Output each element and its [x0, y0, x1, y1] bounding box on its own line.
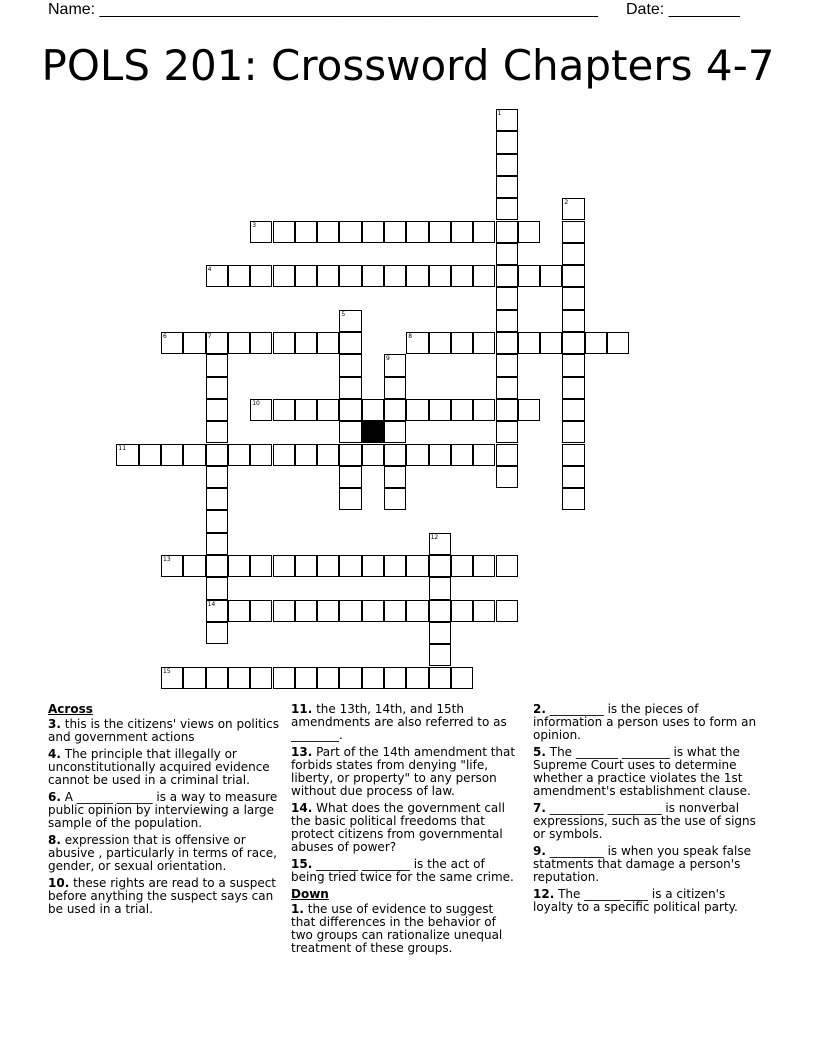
crossword-cell[interactable]: [607, 332, 629, 354]
crossword-cell[interactable]: [183, 444, 205, 466]
crossword-cell[interactable]: [339, 354, 361, 376]
crossword-cell[interactable]: [562, 466, 584, 488]
crossword-cell[interactable]: [384, 466, 406, 488]
crossword-cell[interactable]: [228, 555, 250, 577]
crossword-cell[interactable]: [273, 332, 295, 354]
crossword-cell[interactable]: [317, 600, 339, 622]
crossword-cell[interactable]: [295, 600, 317, 622]
clue-text: this is the citizens' views on politics and government actions: [48, 717, 279, 744]
crossword-cell[interactable]: [451, 399, 473, 421]
clue-number: 3.: [48, 717, 61, 731]
crossword-cell[interactable]: [362, 555, 384, 577]
crossword-cell[interactable]: [273, 399, 295, 421]
crossword-cell[interactable]: [451, 555, 473, 577]
crossword-cell[interactable]: [183, 667, 205, 689]
crossword-cell[interactable]: [206, 421, 228, 443]
crossword-cell[interactable]: [562, 332, 584, 354]
crossword-cell[interactable]: [339, 488, 361, 510]
crossword-cell[interactable]: [206, 466, 228, 488]
crossword-cell[interactable]: [317, 667, 339, 689]
crossword-cell[interactable]: [406, 221, 428, 243]
crossword-cell[interactable]: [183, 332, 205, 354]
crossword-cell[interactable]: [362, 221, 384, 243]
crossword-cell[interactable]: [562, 221, 584, 243]
crossword-cell[interactable]: [339, 310, 361, 332]
crossword-cell[interactable]: [384, 399, 406, 421]
crossword-cell[interactable]: [540, 265, 562, 287]
crossword-cell[interactable]: [384, 667, 406, 689]
crossword-cell[interactable]: [317, 265, 339, 287]
clue-across-10: [48, 877, 284, 916]
crossword-cell[interactable]: [362, 444, 384, 466]
clue-number: 12.: [533, 887, 555, 901]
crossword-cell[interactable]: [473, 221, 495, 243]
crossword-cell[interactable]: [273, 555, 295, 577]
crossword-cell[interactable]: [496, 176, 518, 198]
clue-number: 1.: [291, 902, 304, 916]
crossword-cell[interactable]: [362, 667, 384, 689]
clue-text: _________ is the pieces of information a person uses to form an opinion.: [533, 702, 757, 742]
crossword-cell[interactable]: [206, 577, 228, 599]
crossword-cell[interactable]: [161, 667, 183, 689]
clue-across-14: [291, 802, 521, 854]
crossword-cell[interactable]: [317, 444, 339, 466]
crossword-cell[interactable]: [339, 332, 361, 354]
down-heading: Down: [291, 887, 329, 901]
clue-across-13: [291, 746, 521, 798]
crossword-cell[interactable]: [228, 600, 250, 622]
crossword-cell[interactable]: [518, 221, 540, 243]
crossword-cell[interactable]: [496, 109, 518, 131]
clue-number-label: 6: [163, 333, 167, 340]
crossword-cell[interactable]: [206, 354, 228, 376]
crossword-cell[interactable]: [295, 667, 317, 689]
crossword-cell[interactable]: [451, 444, 473, 466]
crossword-cell[interactable]: [161, 555, 183, 577]
crossword-cell[interactable]: [206, 667, 228, 689]
crossword-cell[interactable]: [228, 444, 250, 466]
crossword-cell[interactable]: [406, 555, 428, 577]
crossword-cell[interactable]: [295, 265, 317, 287]
crossword-cell[interactable]: [496, 444, 518, 466]
crossword-cell[interactable]: [206, 399, 228, 421]
crossword-cell[interactable]: [496, 310, 518, 332]
crossword-cell[interactable]: [339, 421, 361, 443]
clue-text: expression that is offensive or abusive , particularly in terms of race, gender, or sexual orientation.: [48, 833, 277, 873]
clue-text: _______ ________ is the act of being tried twice for the same crime.: [291, 857, 514, 884]
crossword-cell[interactable]: [295, 399, 317, 421]
clue-text: the 13th, 14th, and 15th amendments are also referred to as ________.: [291, 702, 507, 742]
crossword-cell[interactable]: [206, 600, 228, 622]
crossword-cell[interactable]: [429, 577, 451, 599]
crossword-cell[interactable]: [429, 444, 451, 466]
crossword-cell[interactable]: [295, 444, 317, 466]
clue-down-2: [533, 703, 763, 742]
crossword-cell[interactable]: [562, 377, 584, 399]
clue-text: _________ is when you speak false statments that damage a person's reputation.: [533, 844, 751, 884]
crossword-cell[interactable]: [384, 600, 406, 622]
clues-column-1: [48, 703, 284, 920]
crossword-cell[interactable]: [406, 265, 428, 287]
crossword-cell[interactable]: [429, 221, 451, 243]
crossword-cell[interactable]: [250, 221, 272, 243]
crossword-cell[interactable]: [473, 399, 495, 421]
clue-number: 13.: [291, 745, 313, 759]
crossword-cell[interactable]: [362, 399, 384, 421]
clue-number: 4.: [48, 747, 61, 761]
clue-text: The _______ ________ is what the Supreme Court uses to determine whether a practice violates the 1st amendment's establishment clause.: [533, 745, 751, 798]
clue-number-label: 13: [163, 556, 171, 563]
crossword-cell[interactable]: [228, 667, 250, 689]
clue-across-15: [291, 858, 521, 884]
clue-across-4: [48, 748, 284, 787]
crossword-cell[interactable]: [228, 332, 250, 354]
crossword-cell[interactable]: [116, 444, 138, 466]
crossword-cell[interactable]: [295, 332, 317, 354]
crossword-cell[interactable]: [362, 265, 384, 287]
clue-across-3: [48, 718, 284, 744]
crossword-cell[interactable]: [562, 265, 584, 287]
crossword-cell[interactable]: [451, 332, 473, 354]
crossword-cell[interactable]: [406, 600, 428, 622]
clues-column-2: [291, 703, 521, 959]
crossword-cell[interactable]: [339, 444, 361, 466]
crossword-cell[interactable]: [206, 377, 228, 399]
crossword-cell[interactable]: [384, 444, 406, 466]
crossword-cell[interactable]: [562, 310, 584, 332]
crossword-cell[interactable]: [250, 399, 272, 421]
clue-number: 11.: [291, 702, 313, 716]
crossword-cell[interactable]: [496, 265, 518, 287]
crossword-cell[interactable]: [339, 399, 361, 421]
clue-number: 2.: [533, 702, 546, 716]
crossword-cell[interactable]: [362, 600, 384, 622]
crossword-cell[interactable]: [384, 488, 406, 510]
crossword-cell[interactable]: [384, 221, 406, 243]
name-field-label: Name: ________________________________________________________: [48, 1, 598, 18]
crossword-cell[interactable]: [273, 600, 295, 622]
crossword-cell[interactable]: [339, 466, 361, 488]
crossword-cell[interactable]: [562, 399, 584, 421]
crossword-cell[interactable]: [250, 332, 272, 354]
crossword-cell[interactable]: [206, 622, 228, 644]
crossword-cell[interactable]: [429, 667, 451, 689]
crossword-cell[interactable]: [473, 265, 495, 287]
clue-down-5: [533, 746, 763, 798]
crossword-cell[interactable]: [473, 444, 495, 466]
crossword-cell[interactable]: [250, 555, 272, 577]
crossword-cell[interactable]: [250, 265, 272, 287]
crossword-cell[interactable]: [273, 444, 295, 466]
crossword-cell[interactable]: [496, 421, 518, 443]
crossword-cell[interactable]: [429, 332, 451, 354]
clue-number: 5.: [533, 745, 546, 759]
crossword-cell[interactable]: [496, 466, 518, 488]
crossword-cell[interactable]: [451, 265, 473, 287]
clue-number-label: 4: [207, 266, 212, 274]
crossword-cell[interactable]: [295, 555, 317, 577]
crossword-cell[interactable]: [562, 243, 584, 265]
clue-number: 14.: [291, 801, 313, 815]
crossword-cell[interactable]: [406, 332, 428, 354]
crossword-cell[interactable]: [339, 667, 361, 689]
crossword-cell[interactable]: [473, 600, 495, 622]
crossword-cell[interactable]: [384, 265, 406, 287]
clue-number-label: 9: [386, 355, 390, 363]
clue-number-label: 10: [252, 399, 260, 407]
crossword-cell[interactable]: [250, 667, 272, 689]
clue-number-label: 14: [207, 600, 216, 608]
crossword-cell[interactable]: [496, 600, 518, 622]
crossword-cell[interactable]: [206, 488, 228, 510]
crossword-cell[interactable]: [206, 332, 228, 354]
crossword-cell[interactable]: [562, 198, 584, 220]
crossword-cell[interactable]: [339, 600, 361, 622]
crossword-cell[interactable]: [496, 354, 518, 376]
clue-number-label: 7: [207, 333, 212, 340]
crossword-cell[interactable]: [429, 600, 451, 622]
clue-number-label: 12: [430, 533, 439, 541]
date-field-label: Date: ________: [626, 1, 740, 18]
crossword-cell[interactable]: [161, 444, 183, 466]
clue-text: A ______ ______ is a way to measure public opinion by interviewing a large sample of the population.: [48, 790, 278, 830]
crossword-cell[interactable]: [295, 221, 317, 243]
clue-text: The principle that illegally or unconstitutionally acquired evidence cannot be used in a criminal trial.: [48, 747, 270, 787]
crossword-cell[interactable]: [339, 377, 361, 399]
crossword-cell[interactable]: [496, 154, 518, 176]
crossword-cell[interactable]: [429, 533, 451, 555]
crossword-cell[interactable]: [406, 667, 428, 689]
crossword-cell[interactable]: [406, 444, 428, 466]
page-title: POLS 201: Crossword Chapters 4-7: [41, 41, 775, 90]
clue-number-label: 11: [118, 444, 127, 452]
crossword-cell[interactable]: [228, 265, 250, 287]
crossword-cell[interactable]: [451, 600, 473, 622]
clue-across-11: [291, 703, 521, 742]
crossword-cell[interactable]: [339, 265, 361, 287]
crossword-cell[interactable]: [206, 533, 228, 555]
clue-number-label: 15: [163, 667, 171, 675]
across-heading: Across: [48, 702, 93, 716]
crossword-cell[interactable]: [339, 555, 361, 577]
crossword-cell[interactable]: [518, 265, 540, 287]
clues-column-3: [533, 703, 763, 918]
crossword-cell[interactable]: [317, 221, 339, 243]
crossword-cell[interactable]: [496, 287, 518, 309]
clue-text: Part of the 14th amendment that forbids states from denying "life, liberty, or property" to any person without due process of law.: [291, 745, 516, 798]
crossword-cell[interactable]: [429, 399, 451, 421]
crossword-cell[interactable]: [496, 399, 518, 421]
crossword-cell[interactable]: [206, 510, 228, 532]
crossword-cell[interactable]: [496, 377, 518, 399]
clue-down-9: [533, 845, 763, 884]
crossword-cell[interactable]: [473, 332, 495, 354]
clue-across-6: [48, 791, 284, 830]
clue-text: What does the government call the basic political freedoms that protect citizens from governmental abuses of power?: [291, 801, 505, 854]
crossword-cell[interactable]: [451, 221, 473, 243]
clue-down-7: [533, 802, 763, 841]
crossword-cell[interactable]: [496, 555, 518, 577]
crossword-cell[interactable]: [429, 622, 451, 644]
crossword-cell[interactable]: [139, 444, 161, 466]
crossword-cell[interactable]: [384, 377, 406, 399]
crossword-cell[interactable]: [518, 399, 540, 421]
crossword-cell[interactable]: [317, 332, 339, 354]
crossword-cell[interactable]: [206, 555, 228, 577]
clue-number-label: 5: [341, 310, 346, 318]
crossword-cell[interactable]: [496, 332, 518, 354]
crossword-cell[interactable]: [429, 265, 451, 287]
clue-number: 8.: [48, 833, 61, 847]
clue-number-label: 8: [408, 333, 413, 340]
crossword-cell[interactable]: [406, 399, 428, 421]
crossword-cell[interactable]: [206, 444, 228, 466]
crossword-cell[interactable]: [273, 667, 295, 689]
crossword-cell[interactable]: [562, 354, 584, 376]
crossword-cell[interactable]: [562, 287, 584, 309]
clue-text: _________ _________ is nonverbal expressions, such as the use of signs or symbols.: [533, 801, 756, 841]
crossword-cell[interactable]: [451, 667, 473, 689]
crossword-cell[interactable]: [429, 555, 451, 577]
crossword-cell[interactable]: [540, 332, 562, 354]
crossword-cell[interactable]: [183, 555, 205, 577]
crossword-cell[interactable]: [384, 421, 406, 443]
crossword-cell[interactable]: [250, 600, 272, 622]
crossword-cell[interactable]: [496, 221, 518, 243]
crossword-cell[interactable]: [384, 354, 406, 376]
clue-number: 6.: [48, 790, 61, 804]
crossword-cell[interactable]: [518, 332, 540, 354]
clue-down-1: [291, 903, 521, 955]
crossword-cell[interactable]: [161, 332, 183, 354]
crossword-cell[interactable]: [384, 555, 406, 577]
crossword-cell[interactable]: [496, 131, 518, 153]
crossword-cell[interactable]: [206, 265, 228, 287]
crossword-cell[interactable]: [273, 221, 295, 243]
clue-text: the use of evidence to suggest that differences in the behavior of two groups can rationalize unequal treatment of these groups.: [291, 902, 503, 955]
crossword-cell[interactable]: [496, 243, 518, 265]
crossword-cell[interactable]: [317, 555, 339, 577]
crossword-cell[interactable]: [585, 332, 607, 354]
clue-number: 7.: [533, 801, 546, 815]
clue-number: 9.: [533, 844, 546, 858]
clue-number-label: 3: [252, 221, 257, 229]
crossword-cell[interactable]: [250, 444, 272, 466]
clue-across-8: [48, 834, 284, 873]
clue-text: The ______ ____ is a citizen's loyalty to a specific political party.: [533, 887, 738, 914]
crossword-cell[interactable]: [317, 399, 339, 421]
crossword-cell[interactable]: [429, 644, 451, 666]
clue-down-12: [533, 888, 763, 914]
clue-number: 10.: [48, 876, 70, 890]
crossword-cell[interactable]: [562, 421, 584, 443]
crossword-cell[interactable]: [273, 265, 295, 287]
crossword-cell[interactable]: [496, 198, 518, 220]
clue-number-label: 2: [564, 199, 569, 207]
crossword-cell[interactable]: [473, 555, 495, 577]
crossword-block: [362, 421, 384, 443]
crossword-cell[interactable]: [339, 221, 361, 243]
crossword-cell[interactable]: [562, 488, 584, 510]
clue-number-label: 1: [497, 110, 502, 117]
clue-text: these rights are read to a suspect before anything the suspect says can be used in a trial.: [48, 876, 276, 916]
clue-number: 15.: [291, 857, 313, 871]
crossword-cell[interactable]: [562, 444, 584, 466]
